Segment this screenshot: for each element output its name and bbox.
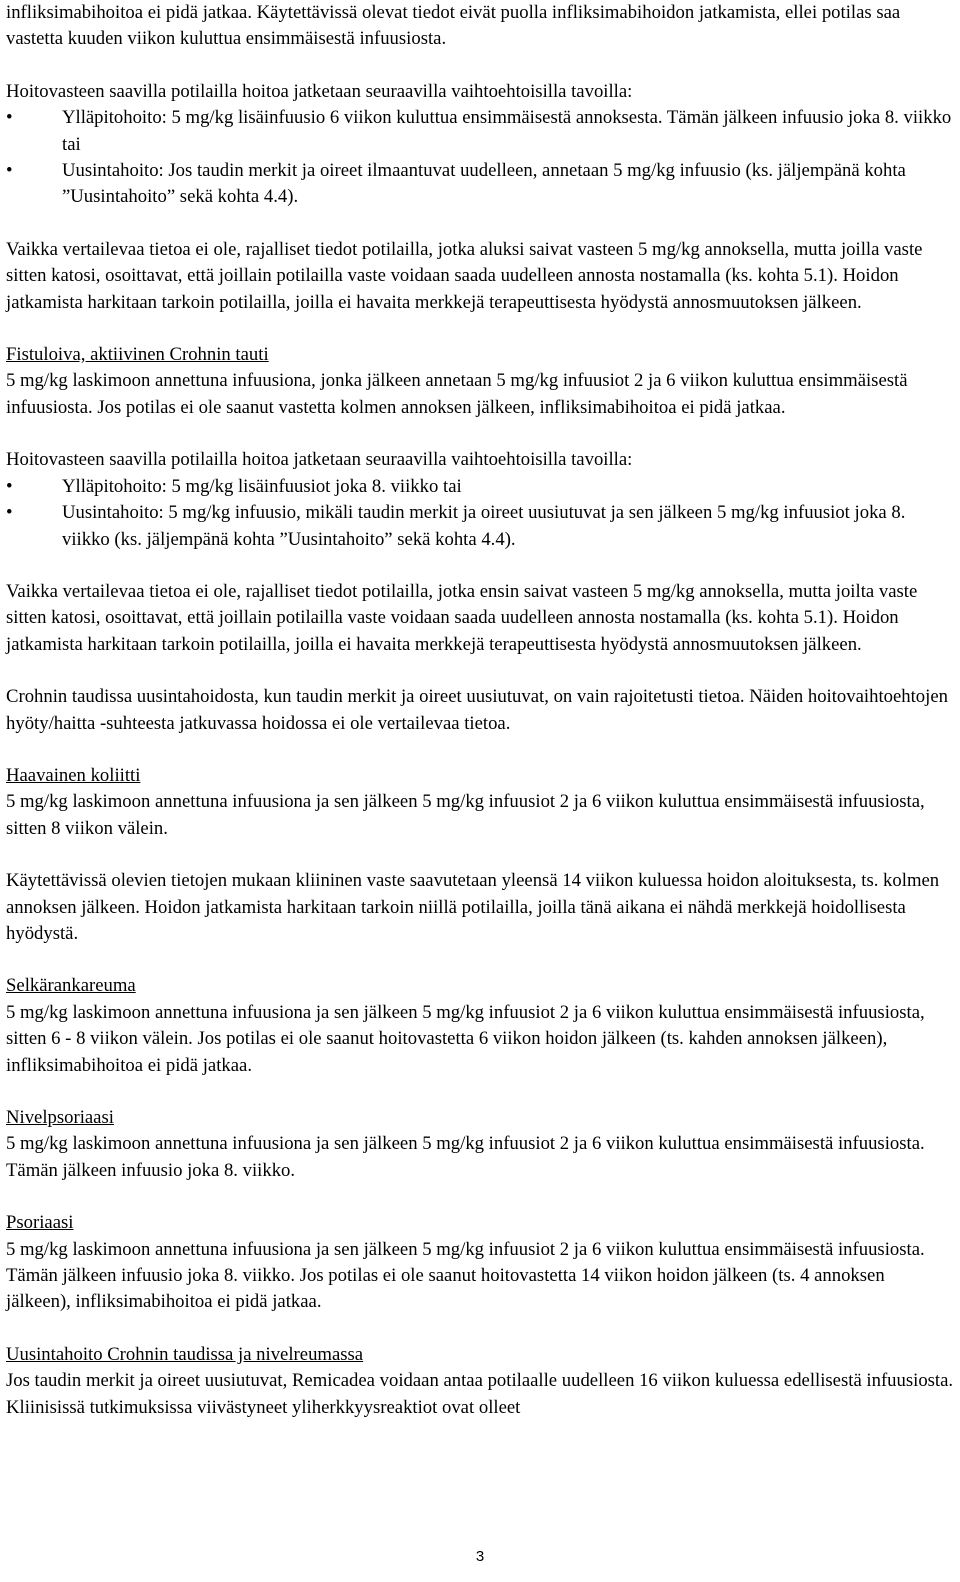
section-fistulizing-crohns: [6, 342, 954, 737]
paragraph-responders-intro: Hoitovasteen saavilla potilailla hoitoa jatketaan seuraavilla vaihtoehtoisilla tavoilla:: [6, 80, 633, 102]
list-item: • Ylläpitohoito: 5 mg/kg lisäinfuusiot joka 8. viikko tai: [6, 474, 954, 500]
paragraph-dosing: 5 mg/kg laskimoon annettuna infuusiona ja sen jälkeen 5 mg/kg infuusiot 2 ja 6 viikon kuluttua ensimmäisestä infuusiosta, sitten 8 viikon välein.: [6, 791, 925, 839]
paragraph-comparative-note: Vaikka vertailevaa tietoa ei ole, rajalliset tiedot potilailla, jotka ensin saivat vasteen 5 mg/kg annoksella, mutta joilta vaste sitten katosi, osoittavat, että joillain potilailla vaste voidaan saada uudelleen annosta nostamalla (ks. kohta 5.1). Hoidon jatkamista harkitaan tarkoin potilailla, joilla ei havaita merkkejä terapeuttisesta hyödystä annosmuutoksen jälkeen.: [6, 580, 918, 655]
section-heading: Selkärankareuma: [6, 975, 136, 997]
section-ankylosing-spondylitis: [6, 973, 954, 1079]
paragraph-dosing: 5 mg/kg laskimoon annettuna infuusiona ja sen jälkeen 5 mg/kg infuusiot 2 ja 6 viikon kuluttua ensimmäisestä infuusiosta, sitten 6 - 8 viikon välein. Jos potilas ei ole saanut hoitovastetta 6 viikon hoidon jälkeen (ts. kahden annoksen jälkeen), infliksimabihoitoa ei pidä jatkaa.: [6, 1001, 925, 1076]
document-page: [6, 0, 954, 1421]
section-heading: Haavainen koliitti: [6, 764, 141, 786]
section-retreatment: [6, 1342, 954, 1421]
paragraph-retreatment-note: Crohnin taudissa uusintahoidosta, kun taudin merkit ja oireet uusiutuvat, on vain rajoitetusti tietoa. Näiden hoitovaihtoehtojen hyöty/haitta -suhteesta jatkuvassa hoidossa ei ole vertailevaa tietoa.: [6, 686, 948, 734]
section-intro: [6, 0, 954, 316]
list-item: • Uusintahoito: 5 mg/kg infuusio, mikäli taudin merkit ja oireet uusiutuvat ja sen jälkeen 5 mg/kg infuusiot joka 8. viikko (ks. jäljempänä kohta ”Uusintahoito” sekä kohta 4.4).: [6, 500, 954, 553]
list-item: • Uusintahoito: Jos taudin merkit ja oireet ilmaantuvat uudelleen, annetaan 5 mg/kg infuusio (ks. jäljempänä kohta ”Uusintahoito” sekä kohta 4.4).: [6, 158, 954, 211]
paragraph-dosing: 5 mg/kg laskimoon annettuna infuusiona, jonka jälkeen annetaan 5 mg/kg infuusiot 2 ja 6 viikon kuluttua ensimmäisestä infuusiosta. Jos potilas ei ole saanut vastetta kolmen annoksen jälkeen, infliksimabihoitoa ei pidä jatkaa.: [6, 370, 908, 418]
bullet-list-options: [6, 474, 954, 553]
section-heading: Uusintahoito Crohnin taudissa ja nivelreumassa: [6, 1343, 364, 1365]
paragraph-responders-intro: Hoitovasteen saavilla potilailla hoitoa jatketaan seuraavilla vaihtoehtoisilla tavoilla:: [6, 449, 633, 471]
paragraph-continued: infliksimabihoitoa ei pidä jatkaa. Käytettävissä olevat tiedot eivät puolla infliksimabihoidon jatkamista, ellei potilas saa vastetta kuuden viikon kuluttua ensimmäisestä infuusiosta.: [6, 2, 901, 50]
section-ulcerative-colitis: [6, 763, 954, 947]
section-heading: Psoriaasi: [6, 1212, 74, 1234]
bullet-list-options: [6, 105, 954, 211]
paragraph-response-note: Käytettävissä olevien tietojen mukaan kliininen vaste saavutetaan yleensä 14 viikon kuluessa hoidon aloituksesta, ts. kolmen annoksen jälkeen. Hoidon jatkamista harkitaan tarkoin niillä potilailla, joilla tänä aikana ei nähdä merkkejä hoidollisesta hyödystä.: [6, 870, 940, 944]
section-heading: Fistuloiva, aktiivinen Crohnin tauti: [6, 344, 269, 366]
section-heading: Nivelpsoriaasi: [6, 1107, 114, 1128]
paragraph-retreatment: Jos taudin merkit ja oireet uusiutuvat, Remicadea voidaan antaa potilaalle uudelleen 16 viikon kuluessa edellisestä infuusiosta. Kliinisissä tutkimuksissa viivästyneet yliherkkyysreaktiot ovat olleet: [6, 1370, 954, 1418]
list-item: • Ylläpitohoito: 5 mg/kg lisäinfuusio 6 viikon kuluttua ensimmäisestä annoksesta. Tämän jälkeen infuusio joka 8. viikko tai: [6, 105, 954, 158]
paragraph-comparative-note: Vaikka vertailevaa tietoa ei ole, rajalliset tiedot potilailla, jotka aluksi saivat vasteen 5 mg/kg annoksella, mutta joilla vaste sitten katosi, osoittavat, että joillain potilailla vaste voidaan saada uudelleen annosta nostamalla (ks. kohta 5.1). Hoidon jatkamista harkitaan tarkoin potilailla, joilla ei havaita merkkejä terapeuttisesta hyödystä annosmuutoksen jälkeen.: [6, 238, 923, 313]
section-psoriasis: [6, 1210, 954, 1316]
section-psoriatic-arthritis: [6, 1105, 954, 1184]
paragraph-dosing: 5 mg/kg laskimoon annettuna infuusiona ja sen jälkeen 5 mg/kg infuusiot 2 ja 6 viikon kuluttua ensimmäisestä infuusiosta. Tämän jälkeen infuusio joka 8. viikko. Jos potilas ei ole saanut hoitovastetta 14 viikon hoidon jälkeen (ts. 4 annoksen jälkeen), infliksimabihoitoa ei pidä jatkaa.: [6, 1238, 925, 1313]
page-number: 3: [475, 1548, 485, 1565]
paragraph-dosing: 5 mg/kg laskimoon annettuna infuusiona ja sen jälkeen 5 mg/kg infuusiot 2 ja 6 viikon kuluttua ensimmäisestä infuusiosta. Tämän jälkeen infuusio joka 8. viikko.: [6, 1133, 925, 1181]
